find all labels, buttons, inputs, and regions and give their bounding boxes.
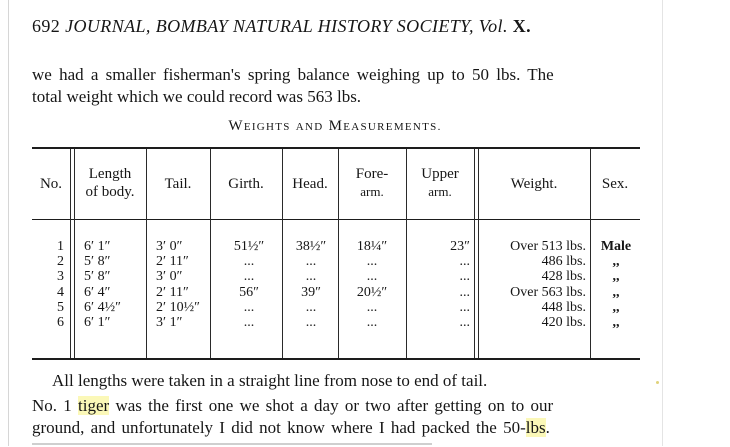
speck — [656, 381, 659, 384]
page-edge-rule-right — [662, 0, 663, 446]
column-divider — [70, 149, 71, 358]
text-line: we had a smaller fisherman's spring balance weighing up to 50 lbs. The — [32, 65, 554, 84]
header-forearm: Fore- arm. — [355, 166, 389, 199]
table-caption: WEIGHTS AND MEASUREMENTS. — [228, 118, 442, 134]
header-head: Head. — [292, 176, 328, 192]
cut-off-line — [32, 441, 432, 447]
measurements-table — [32, 147, 640, 360]
col-upper-arm: 23″ ... ... ... ... ... — [450, 239, 470, 330]
header-weight: Weight. — [510, 176, 558, 192]
journal-title: JOURNAL, BOMBAY NATURAL HISTORY SOCIETY, — [65, 16, 474, 36]
col-forearm: 18¼″ ... ... 20½″ ... ... — [356, 239, 388, 330]
table-bottom-rule — [32, 358, 640, 360]
text-line: ground, and unfortunately I did not know where I had packed the 50-lbs. — [32, 418, 550, 437]
table-header-rule — [32, 219, 640, 220]
header-tail: Tail. — [164, 176, 192, 192]
highlight: lbs — [525, 418, 546, 437]
page-number: 692 — [32, 16, 61, 36]
table-top-rule — [32, 147, 640, 149]
col-no: 1 2 3 4 5 6 — [57, 239, 64, 330]
col-length: 6′ 1″ 5′ 8″ 5′ 8″ 6′ 4″ 6′ 4½″ 6′ 1″ — [84, 239, 121, 330]
table-note: All lengths were taken in a straight line from nose to end of tail. — [52, 371, 488, 390]
header-upper-arm: Upper arm. — [421, 166, 459, 199]
column-divider — [474, 149, 475, 358]
col-tail: 3′ 0″ 2′ 11″ 3′ 0″ 2′ 11″ 2′ 10½″ 3′ 1″ — [156, 239, 200, 330]
header-no: No. — [39, 176, 63, 192]
running-header — [32, 16, 531, 37]
header-girth: Girth. — [228, 176, 264, 192]
col-head: 38½″ ... ... 39″ ... ... — [295, 239, 327, 330]
intro-paragraph — [32, 64, 650, 108]
col-girth: 51½″ ... ... 56″ ... ... — [233, 239, 265, 330]
header-sex: Sex. — [601, 176, 629, 192]
text-line: No. 1 tiger was the first one we shot a day or two after getting on to our — [32, 396, 554, 415]
col-weight: Over 513 lbs. 486 lbs. 428 lbs. Over 563 lbs. 448 lbs. 420 lbs. — [510, 239, 586, 330]
highlight: tiger — [78, 396, 110, 415]
header-length: Length of body. — [85, 166, 135, 200]
page-edge-rule — [8, 0, 9, 446]
volume-number: X. — [512, 16, 532, 36]
col-sex: Male ,, ,, ,, ,, ,, — [600, 239, 632, 330]
volume-label: Vol. — [478, 16, 508, 36]
text-line: total weight which we could record was 563 lbs. — [32, 87, 362, 106]
